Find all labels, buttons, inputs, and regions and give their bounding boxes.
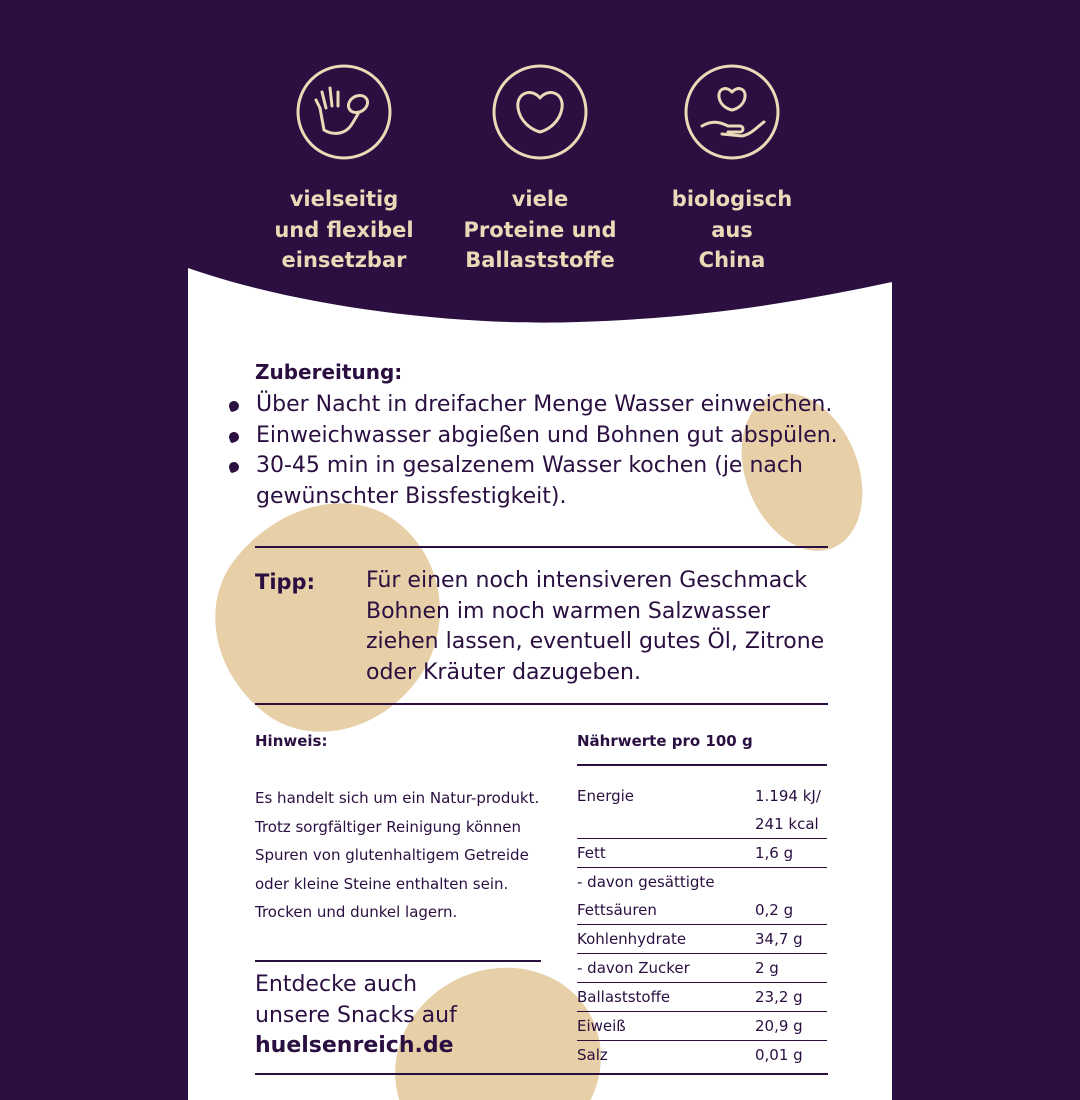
table-row xyxy=(577,954,827,982)
row-divider xyxy=(577,953,827,954)
website-link[interactable]: huelsenreich.de xyxy=(255,1033,454,1058)
nutrient-name: Eiweiß xyxy=(577,1017,626,1035)
discover-line: Entdecke auch xyxy=(255,972,418,997)
hand-bean-icon xyxy=(294,62,394,162)
nutrient-value: 2 g xyxy=(755,959,779,977)
row-divider xyxy=(577,982,827,983)
bullet-icon xyxy=(228,400,241,413)
nutrient-value: 0,2 g xyxy=(755,901,794,919)
benefit-text: biologisch aus China xyxy=(671,187,793,272)
nutrient-name: Kohlenhydrate xyxy=(577,930,687,948)
preparation-list xyxy=(226,390,866,512)
nutrient-value: 23,2 g xyxy=(755,988,803,1006)
bullet-icon xyxy=(228,461,241,474)
nutrition-title: Nährwerte pro 100 g xyxy=(577,732,753,750)
table-row xyxy=(577,839,827,867)
nutrient-value: 0,01 g xyxy=(755,1046,803,1064)
nutrient-value: 20,9 g xyxy=(755,1017,803,1035)
divider xyxy=(577,764,827,766)
row-divider xyxy=(577,838,827,839)
divider xyxy=(255,703,828,705)
list-item xyxy=(226,390,866,421)
nutrient-name: Energie xyxy=(577,787,635,805)
divider xyxy=(255,960,541,962)
nutrient-name: - davon gesättigte Fettsäuren xyxy=(577,873,715,919)
table-row xyxy=(577,925,827,953)
nutrition-table xyxy=(577,782,827,1069)
benefits-bar xyxy=(0,0,1080,300)
table-row xyxy=(577,1041,827,1069)
label-content xyxy=(188,260,892,1080)
row-divider xyxy=(577,1040,827,1041)
benefit-text: viele Proteine und Ballaststoffe xyxy=(463,187,617,272)
benefit-text: vielseitig und flexibel einsetzbar xyxy=(274,187,414,272)
nutrient-name: Fett xyxy=(577,844,606,862)
table-row xyxy=(577,868,827,924)
divider xyxy=(255,546,828,548)
bean-circle-icon xyxy=(490,62,590,162)
row-divider xyxy=(577,867,827,868)
tip-text: Für einen noch intensiveren Geschmack Bohnen im noch warmen Salzwasser ziehen lassen, eventuell gutes Öl, Zitrone oder Kräuter dazugeben. xyxy=(366,568,825,685)
table-row xyxy=(577,782,827,838)
discover-block xyxy=(255,970,535,1062)
list-item xyxy=(226,421,866,452)
preparation-step: 30-45 min in gesalzenem Wasser kochen (je nach gewünschter Bissfestigkeit). xyxy=(256,453,803,509)
tip-label: Tipp: xyxy=(255,570,315,594)
table-row xyxy=(577,1012,827,1040)
benefit-versatile xyxy=(239,62,449,276)
hand-holding-bean-icon xyxy=(682,62,782,162)
preparation-title: Zubereitung: xyxy=(255,360,403,384)
divider xyxy=(255,1073,828,1075)
row-divider xyxy=(577,1011,827,1012)
nutrient-value: 1,6 g xyxy=(755,844,794,862)
nutrient-name: Ballaststoffe xyxy=(577,988,671,1006)
preparation-step: Über Nacht in dreifacher Menge Wasser einweichen. xyxy=(256,392,833,417)
row-divider xyxy=(577,924,827,925)
nutrient-name: Salz xyxy=(577,1046,608,1064)
preparation-step: Einweichwasser abgießen und Bohnen gut abspülen. xyxy=(256,422,838,448)
benefit-organic xyxy=(627,62,837,276)
nutrient-name: - davon Zucker xyxy=(577,959,690,977)
list-item xyxy=(226,451,866,512)
nutrient-value: 34,7 g xyxy=(755,930,803,948)
note-title: Hinweis: xyxy=(255,732,328,750)
table-row xyxy=(577,983,827,1011)
benefit-protein xyxy=(435,62,645,276)
nutrient-value: 1.194 kJ/ 241 kcal xyxy=(755,787,821,833)
discover-line: unsere Snacks auf xyxy=(255,1002,457,1028)
note-text: Es handelt sich um ein Natur-produkt. Trotz sorgfältiger Reinigung können Spuren von glutenhaltigem Getreide oder kleine Steine enthalten sein. Trocken und dunkel lagern. xyxy=(255,789,540,921)
bullet-icon xyxy=(228,430,241,443)
